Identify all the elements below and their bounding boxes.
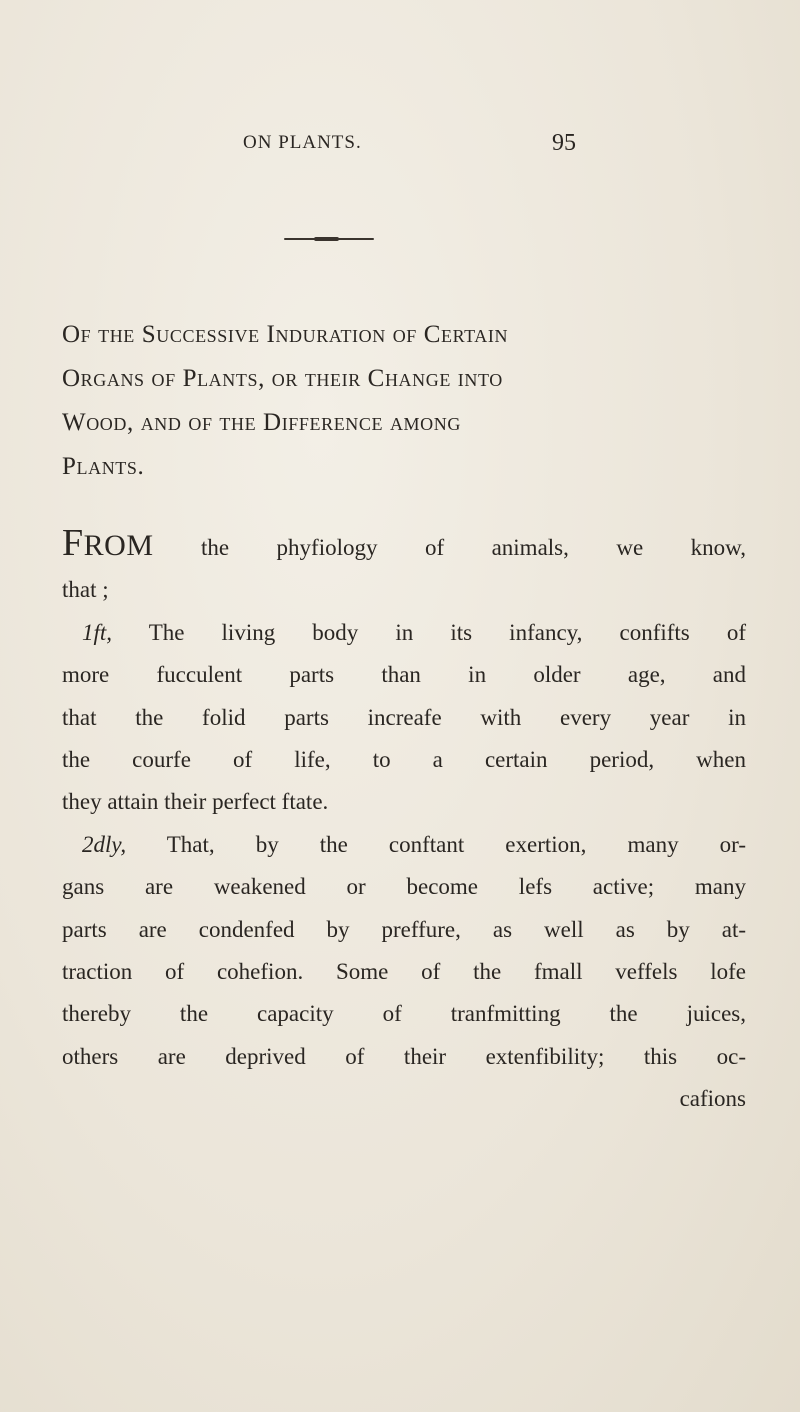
body-line: parts are condenfed by preffure, as well as by at- [62,916,746,942]
body-line: others are deprived of their extenfibility; this oc- [62,1043,746,1069]
body-line: thereby the capacity of tranfmitting the juices, [62,1001,746,1027]
body-line: they attain their perfect ftate. [62,789,329,815]
body-line: traction of cohefion. Some of the fmall veffels lofe [62,959,746,985]
body-line: FROM the phyfiology of animals, we know, [62,522,746,564]
catchword: cafions [679,1086,746,1112]
body-line: gans are weakened or become lefs active; many [62,874,746,900]
page-number: 95 [552,130,576,156]
ornamental-rule [284,238,374,240]
body-line: 1ft, The living body in its infancy, confifts of [82,619,746,645]
chapter-heading [62,313,742,489]
running-head: ON PLANTS. [243,132,362,153]
body-line: more fucculent parts than in older age, and [62,662,746,688]
body-line: that the folid parts increafe with every year in [62,704,746,730]
drop-cap: FROM [62,522,154,564]
heading-line: Of the Successive Induration of Certain [62,321,509,348]
heading-line: Organs of Plants, or their Change into [62,365,503,392]
heading-line: Wood, and of the Difference among [62,409,461,436]
body-text [62,522,746,1121]
heading-line: Plants. [62,453,145,480]
body-line: 2dly, That, by the conftant exertion, many or- [82,831,746,857]
body-line: that ; [62,577,109,603]
body-line: the courfe of life, to a certain period, when [62,747,746,773]
